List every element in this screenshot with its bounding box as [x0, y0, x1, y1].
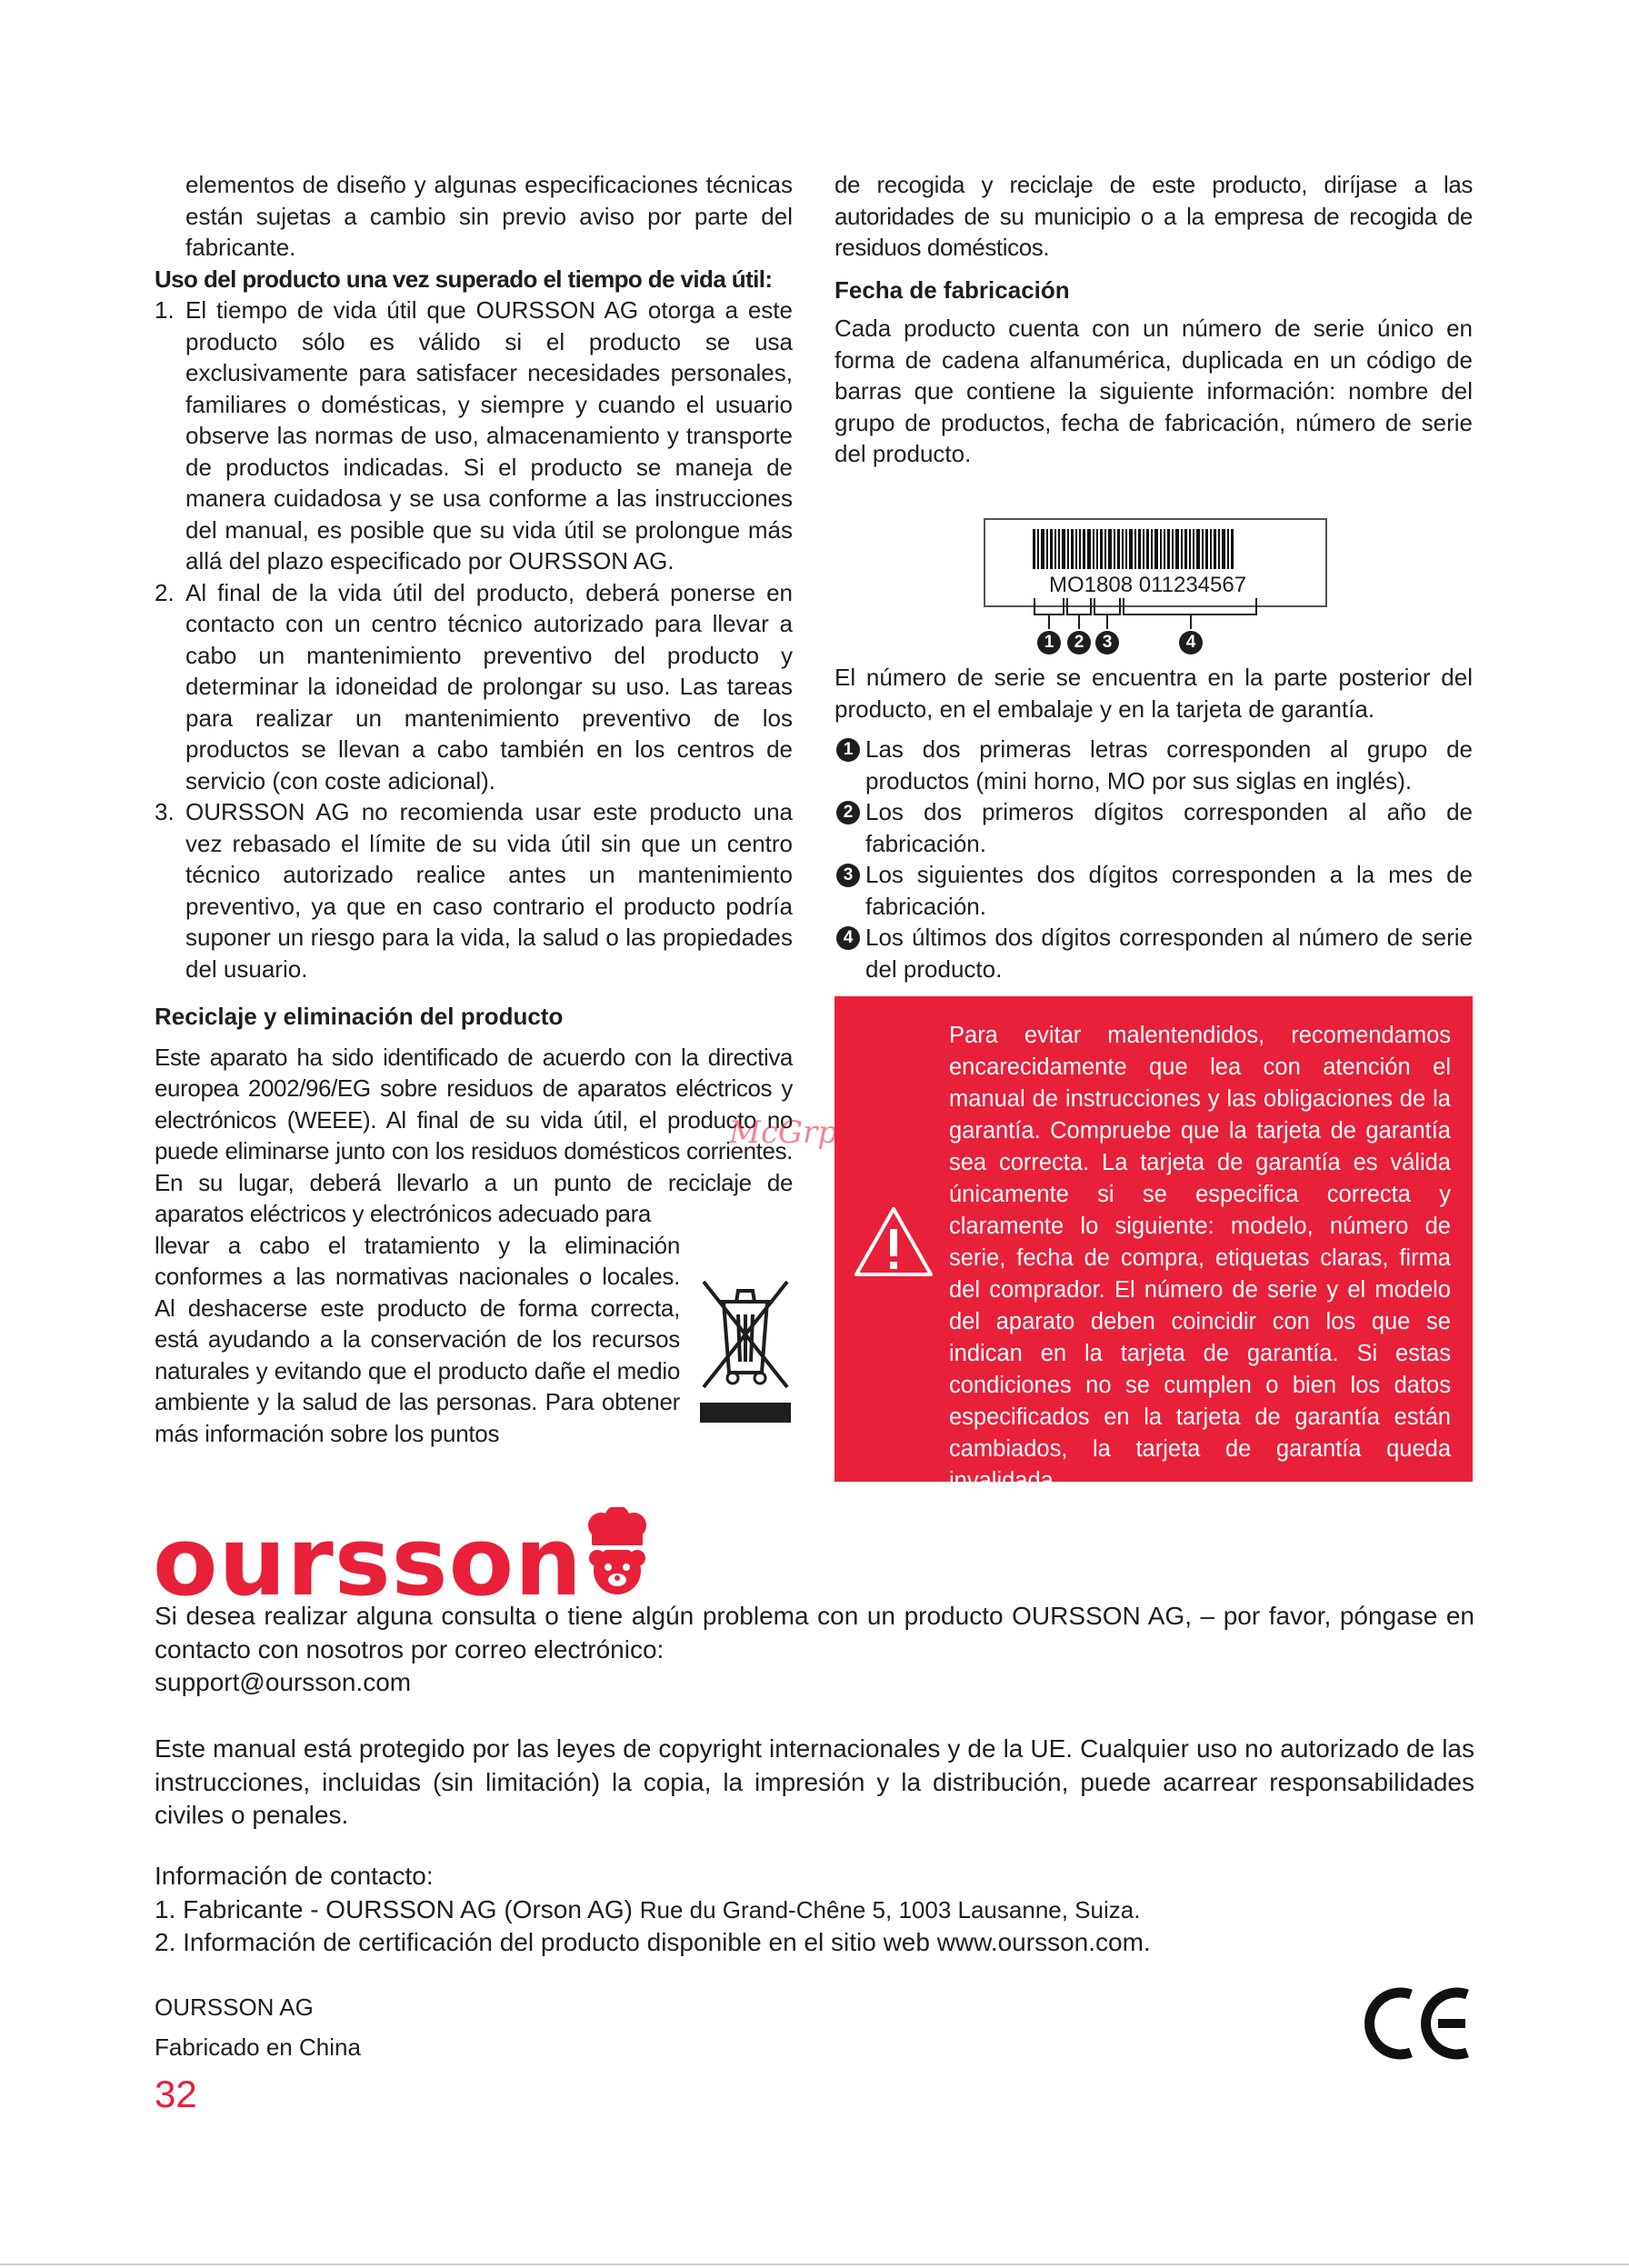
recycling-text-narrow: llevar a cabo el tratamiento y la eliminación conformes a las normativas nacionales o locales. Al deshacerse este producto de forma correcta, está ayudando a la conservación de los recursos naturales y evitando que el producto dañe el medio ambiente y la salud de las personas. Para obtener más información sobre los puntos	[155, 1231, 680, 1447]
list-item: 1. El tiempo de vida útil que OURSSON AG otorga a este producto sólo es válido si el producto se usa exclusivamente para satisfacer necesidades personales, familiares o domésticas, y siempre y cuando el usuario observe las normas de uso, almacenamiento y transporte de productos indicadas. Si el producto se maneja de manera cuidadosa y se usa conforme a las instrucciones del manual, es posible que su vida útil se prolongue más allá del plazo especificado por OURSSON AG.	[155, 296, 793, 574]
marker-4: 4	[1179, 631, 1203, 654]
list-item: 1 Las dos primeras letras corresponden al grupo de productos (mini horno, MO por sus siglas en inglés).	[834, 734, 1473, 796]
weee-bin-icon	[698, 1271, 793, 1425]
serial-section	[834, 662, 1473, 984]
barcode-brackets	[1027, 596, 1264, 633]
contact-address: Rue du Grand-Chêne 5, 1003 Lausanne, Suiza.	[639, 1895, 1141, 1923]
page-number: 32	[155, 2073, 197, 2115]
chef-bear-icon	[579, 1507, 652, 1598]
warning-text: Para evitar malentendidos, recomendamos encarecidamente que lea con atención el manual de instrucciones y las obligaciones de la garantía. Compruebe que la tarjeta de garantía sea correcta. La tarjeta de garantía es válida únicamente si se especifica correcta y claramente lo siguiente: modelo, número de serie, fecha de compra, etiquetas claras, firma del comprador. El número de serie y el modelo del aparato deben coincidir con los que se indican en la tarjeta de garantía. Si estas condiciones no se cumplen o bien los datos especificados en la tarjeta de garantía están cambiados, la tarjeta de garantía queda invalidada.	[949, 1023, 1451, 1494]
oursson-logo	[153, 1500, 652, 1617]
list-item: 4 Los últimos dos dígitos corresponden al número de serie del producto.	[834, 922, 1473, 984]
list-item: 2. Al final de la vida útil del producto, deberá ponerse en contacto con un centro técnico autorizado para llevar a cabo un mantenimiento preventivo del producto y determinar la idoneidad de prolongar su uso. Las tareas para realizar un mantenimiento preventivo de los productos se llevan a cabo también en los centros de servicio (con coste adicional).	[155, 578, 793, 794]
contact-section	[155, 1860, 1474, 1960]
serial-number: 011234567	[1138, 573, 1247, 597]
marker-2: 2	[1067, 631, 1091, 654]
support-section	[155, 1600, 1474, 1700]
contact-heading: Información de contacto:	[155, 1862, 434, 1890]
contact-certification: 2. Información de certificación del producto disponible en el sitio web www.oursson.com.	[155, 1928, 1151, 1956]
recycling-heading: Reciclaje y eliminación del producto	[155, 1003, 564, 1030]
lifetime-list	[155, 295, 793, 984]
warning-triangle-icon	[853, 1205, 934, 1278]
copyright-section	[155, 1733, 1474, 1833]
barcode-markers	[1027, 631, 1264, 656]
watermark: McGrp.Ru	[729, 1114, 891, 1151]
intro-continuation: elementos de diseño y algunas especificaciones técnicas están sujetas a cambio sin previo aviso por parte del fabricante.	[185, 171, 793, 261]
marker-1: 1	[1037, 631, 1061, 654]
list-item: 2 Los dos primeros dígitos corresponden al año de fabricación.	[834, 796, 1473, 859]
barcode-bars	[1033, 529, 1235, 569]
list-item: 3 Los siguientes dos dígitos corresponden a la mes de fabricación.	[834, 859, 1473, 922]
support-email-link[interactable]: support@oursson.com	[155, 1668, 412, 1696]
ce-mark-icon	[1360, 1985, 1474, 2062]
company-name: OURSSON AG	[155, 1993, 314, 2021]
warranty-warning-box	[834, 996, 1473, 1494]
page-bottom-rule	[0, 2263, 1629, 2265]
left-column	[155, 169, 793, 1449]
list-item: 3. OURSSON AG no recomienda usar este producto una vez rebasado el límite de su vida útil sin que un centro técnico autorizado realice antes un mantenimiento preventivo, ya que en caso contrario el producto podría suponer un riesgo para la vida, la salud o las propiedades del usuario.	[155, 798, 793, 983]
logo-text: oursson	[153, 1506, 584, 1617]
serial-location-text: El número de serie se encuentra en la parte posterior del producto, en el embalaje y en la tarjeta de garantía.	[834, 664, 1473, 723]
recycling-continuation: de recogida y reciclaje de este producto, diríjase a las autoridades de su municipio o a la empresa de recogida de residuos domésticos.	[834, 171, 1473, 261]
made-in: Fabricado en China	[155, 2033, 361, 2061]
manufacture-text: Cada producto cuenta con un número de serie único en forma de cadena alfanumérica, duplicada en un código de barras que contiene la siguiente información: nombre del grupo de productos, fecha de fabricación, número de serie del producto.	[834, 315, 1473, 467]
copyright-text: Este manual está protegido por las leyes de copyright internacionales y de la UE. Cualquier uso no autorizado de las instrucciones, incluidas (sin limitación) la copia, la impresión y la distribución, puede acarrear responsabilidades civiles o penales.	[155, 1734, 1474, 1829]
recycling-text: Este aparato ha sido identificado de acuerdo con la directiva europea 2002/96/EG sobre residuos de aparatos eléctricos y electrónicos (WEEE). Al final de su vida útil, el producto no puede eliminarse junto con los residuos domésticos corrientes. En su lugar, deberá llevarlo a un punto de reciclaje de aparatos eléctricos y electrónicos adecuado para	[155, 1043, 793, 1227]
support-text: Si desea realizar alguna consulta o tiene algún problema con un producto OURSSON AG, – por favor, póngase en contacto con nosotros por correo electrónico:	[155, 1602, 1474, 1664]
lifetime-heading: Uso del producto una vez superado el tiempo de vida útil:	[155, 265, 773, 293]
right-column	[834, 169, 1473, 470]
serial-month: 08	[1108, 573, 1134, 597]
barcode-label	[984, 518, 1327, 607]
marker-3: 3	[1095, 631, 1119, 654]
serial-prefix: MO	[1049, 573, 1084, 597]
barcode-serial	[1049, 573, 1246, 598]
manufacture-heading: Fecha de fabricación	[834, 275, 1070, 304]
serial-year: 18	[1084, 573, 1109, 597]
contact-manufacturer: 1. Fabricante - OURSSON AG (Orson AG) Rue du Grand-Chêne 5, 1003 Lausanne, Suiza.	[155, 1894, 1141, 1923]
